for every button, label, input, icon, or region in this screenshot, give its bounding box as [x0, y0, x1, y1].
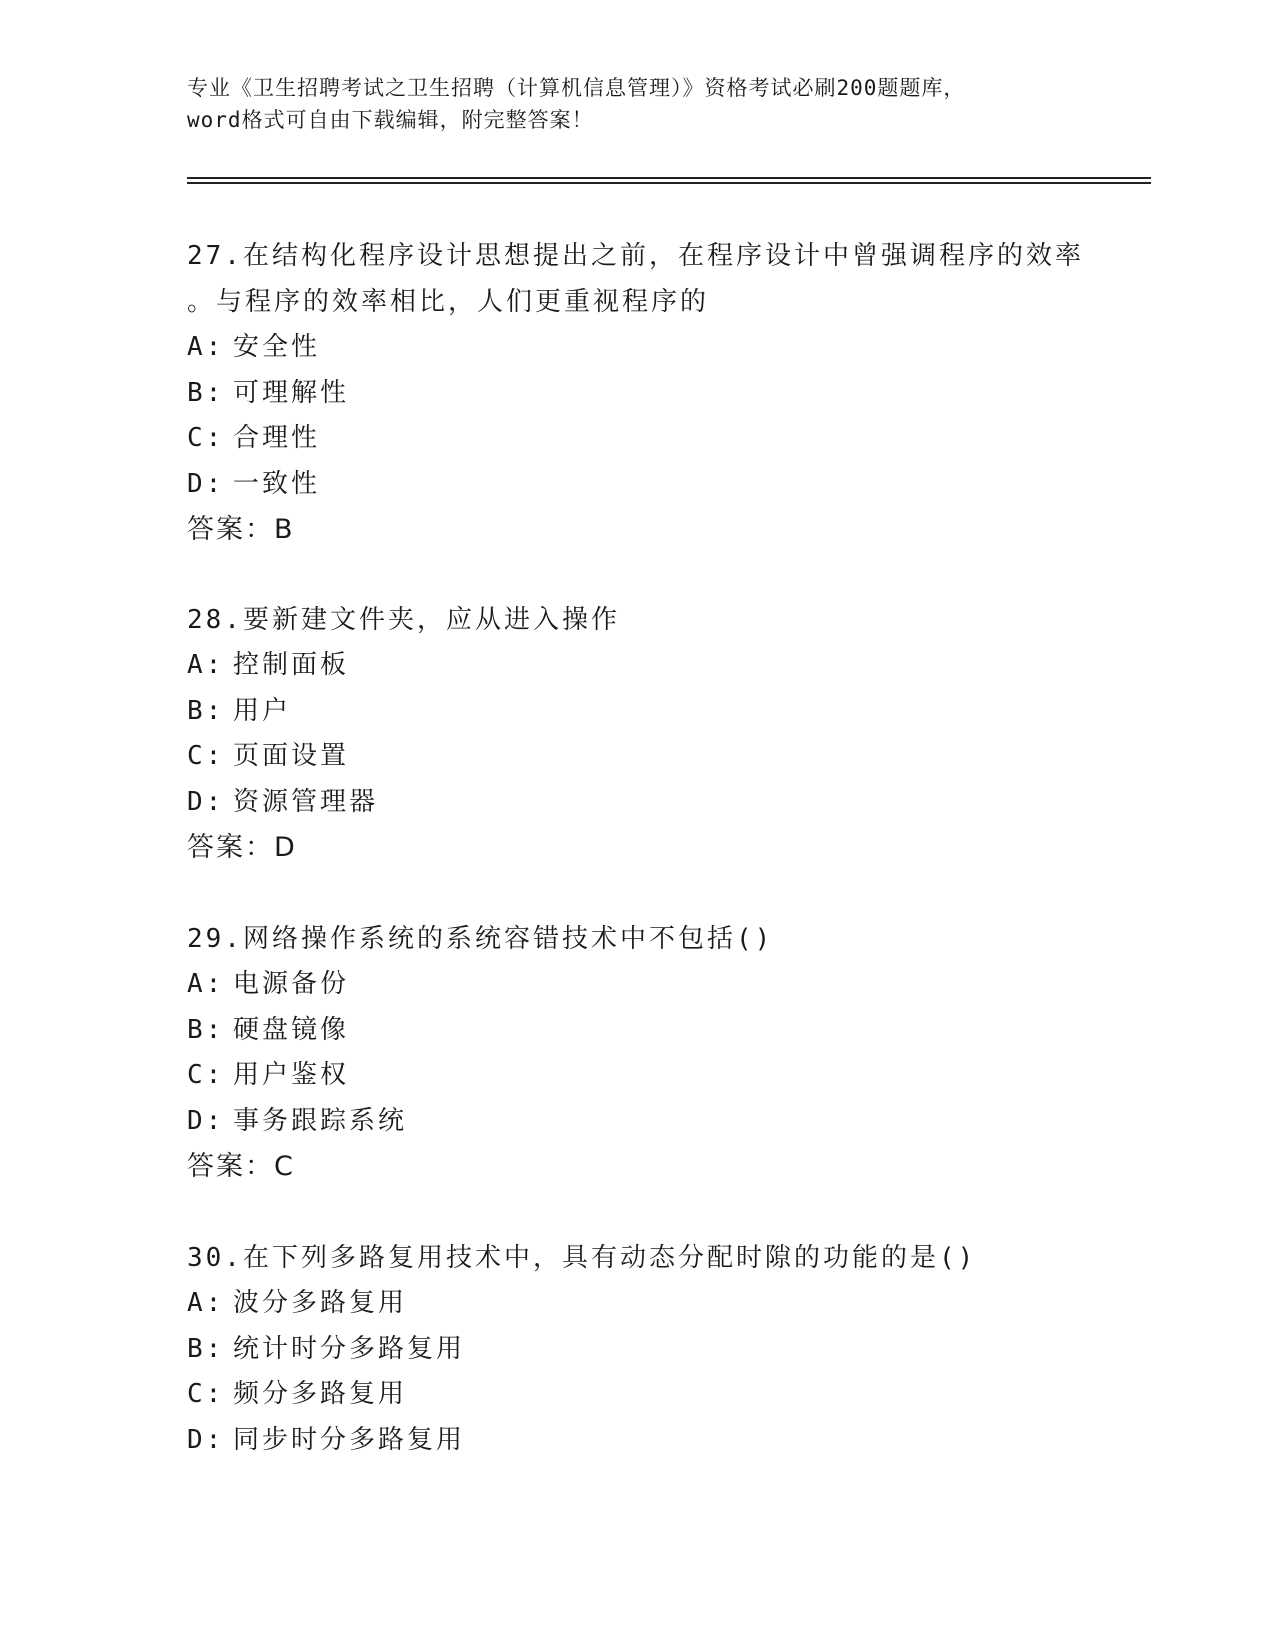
- option-text: 用户: [233, 695, 292, 726]
- question-stem: 29.网络操作系统的系统容错技术中不包括(): [187, 924, 774, 954]
- header-line-1: 专业《卫生招聘考试之卫生招聘（计算机信息管理）》资格考试必刷200题题库，: [187, 76, 966, 100]
- option-c: [187, 416, 1107, 462]
- option-c: [187, 734, 1107, 780]
- header-divider-top: [187, 177, 1151, 179]
- option-letter: C:: [187, 423, 225, 453]
- question-stem: 30.在下列多路复用技术中，具有动态分配时隙的功能的是(): [187, 1243, 977, 1273]
- question-27: [187, 233, 1107, 553]
- header-line-2: word格式可自由下载编辑，附完整答案！: [187, 108, 594, 132]
- option-text: 可理解性: [233, 377, 350, 408]
- answer-line: 答案：C: [187, 1151, 295, 1182]
- option-letter: B:: [187, 1333, 225, 1364]
- option-d: [187, 462, 1107, 508]
- option-text: 页面设置: [233, 741, 350, 771]
- option-text: 电源备份: [233, 969, 350, 999]
- option-letter: C:: [187, 741, 225, 771]
- option-c: [187, 1372, 1107, 1418]
- option-text: 合理性: [233, 423, 321, 453]
- option-letter: A:: [187, 650, 225, 680]
- option-text: 波分多路复用: [233, 1288, 408, 1318]
- option-text: 资源管理器: [233, 786, 379, 817]
- question-29: [187, 916, 1107, 1190]
- option-text: 硬盘镜像: [233, 1014, 350, 1045]
- option-a: [187, 1281, 1107, 1327]
- option-letter: A:: [187, 1288, 225, 1318]
- option-letter: B:: [187, 695, 225, 726]
- document-header: [187, 72, 1087, 136]
- option-letter: B:: [187, 1014, 225, 1045]
- option-letter: C:: [187, 1379, 225, 1409]
- answer-line: 答案：D: [187, 832, 297, 863]
- question-stem: 28.要新建文件夹，应从进入操作: [187, 605, 620, 635]
- option-letter: D:: [187, 1424, 225, 1455]
- option-letter: D:: [187, 468, 225, 499]
- option-text: 控制面板: [233, 650, 350, 680]
- question-30: [187, 1235, 1107, 1463]
- option-d: [187, 780, 1107, 826]
- option-c: [187, 1053, 1107, 1099]
- option-text: 安全性: [233, 332, 321, 362]
- option-d: [187, 1418, 1107, 1464]
- option-letter: A:: [187, 969, 225, 999]
- option-letter: D:: [187, 786, 225, 817]
- option-a: [187, 962, 1107, 1008]
- option-text: 同步时分多路复用: [233, 1424, 466, 1455]
- answer-line: 答案：B: [187, 514, 295, 545]
- option-text: 频分多路复用: [233, 1379, 408, 1409]
- option-text: 一致性: [233, 468, 321, 499]
- option-text: 用户鉴权: [233, 1060, 350, 1090]
- question-28: [187, 597, 1107, 871]
- option-b: [187, 1008, 1107, 1054]
- option-a: [187, 325, 1107, 371]
- option-letter: A:: [187, 332, 225, 362]
- option-letter: C:: [187, 1060, 225, 1090]
- option-b: [187, 689, 1107, 735]
- option-b: [187, 1327, 1107, 1373]
- option-letter: B:: [187, 377, 225, 408]
- option-text: 统计时分多路复用: [233, 1333, 466, 1364]
- question-stem: 27.在结构化程序设计思想提出之前，在程序设计中曾强调程序的效率: [187, 241, 1084, 271]
- option-a: [187, 643, 1107, 689]
- option-b: [187, 371, 1107, 417]
- option-d: [187, 1099, 1107, 1145]
- option-text: 事务跟踪系统: [233, 1105, 408, 1136]
- option-letter: D:: [187, 1105, 225, 1136]
- question-stem-continued: 。与程序的效率相比，人们更重视程序的: [187, 287, 710, 317]
- header-divider-bottom: [187, 182, 1151, 184]
